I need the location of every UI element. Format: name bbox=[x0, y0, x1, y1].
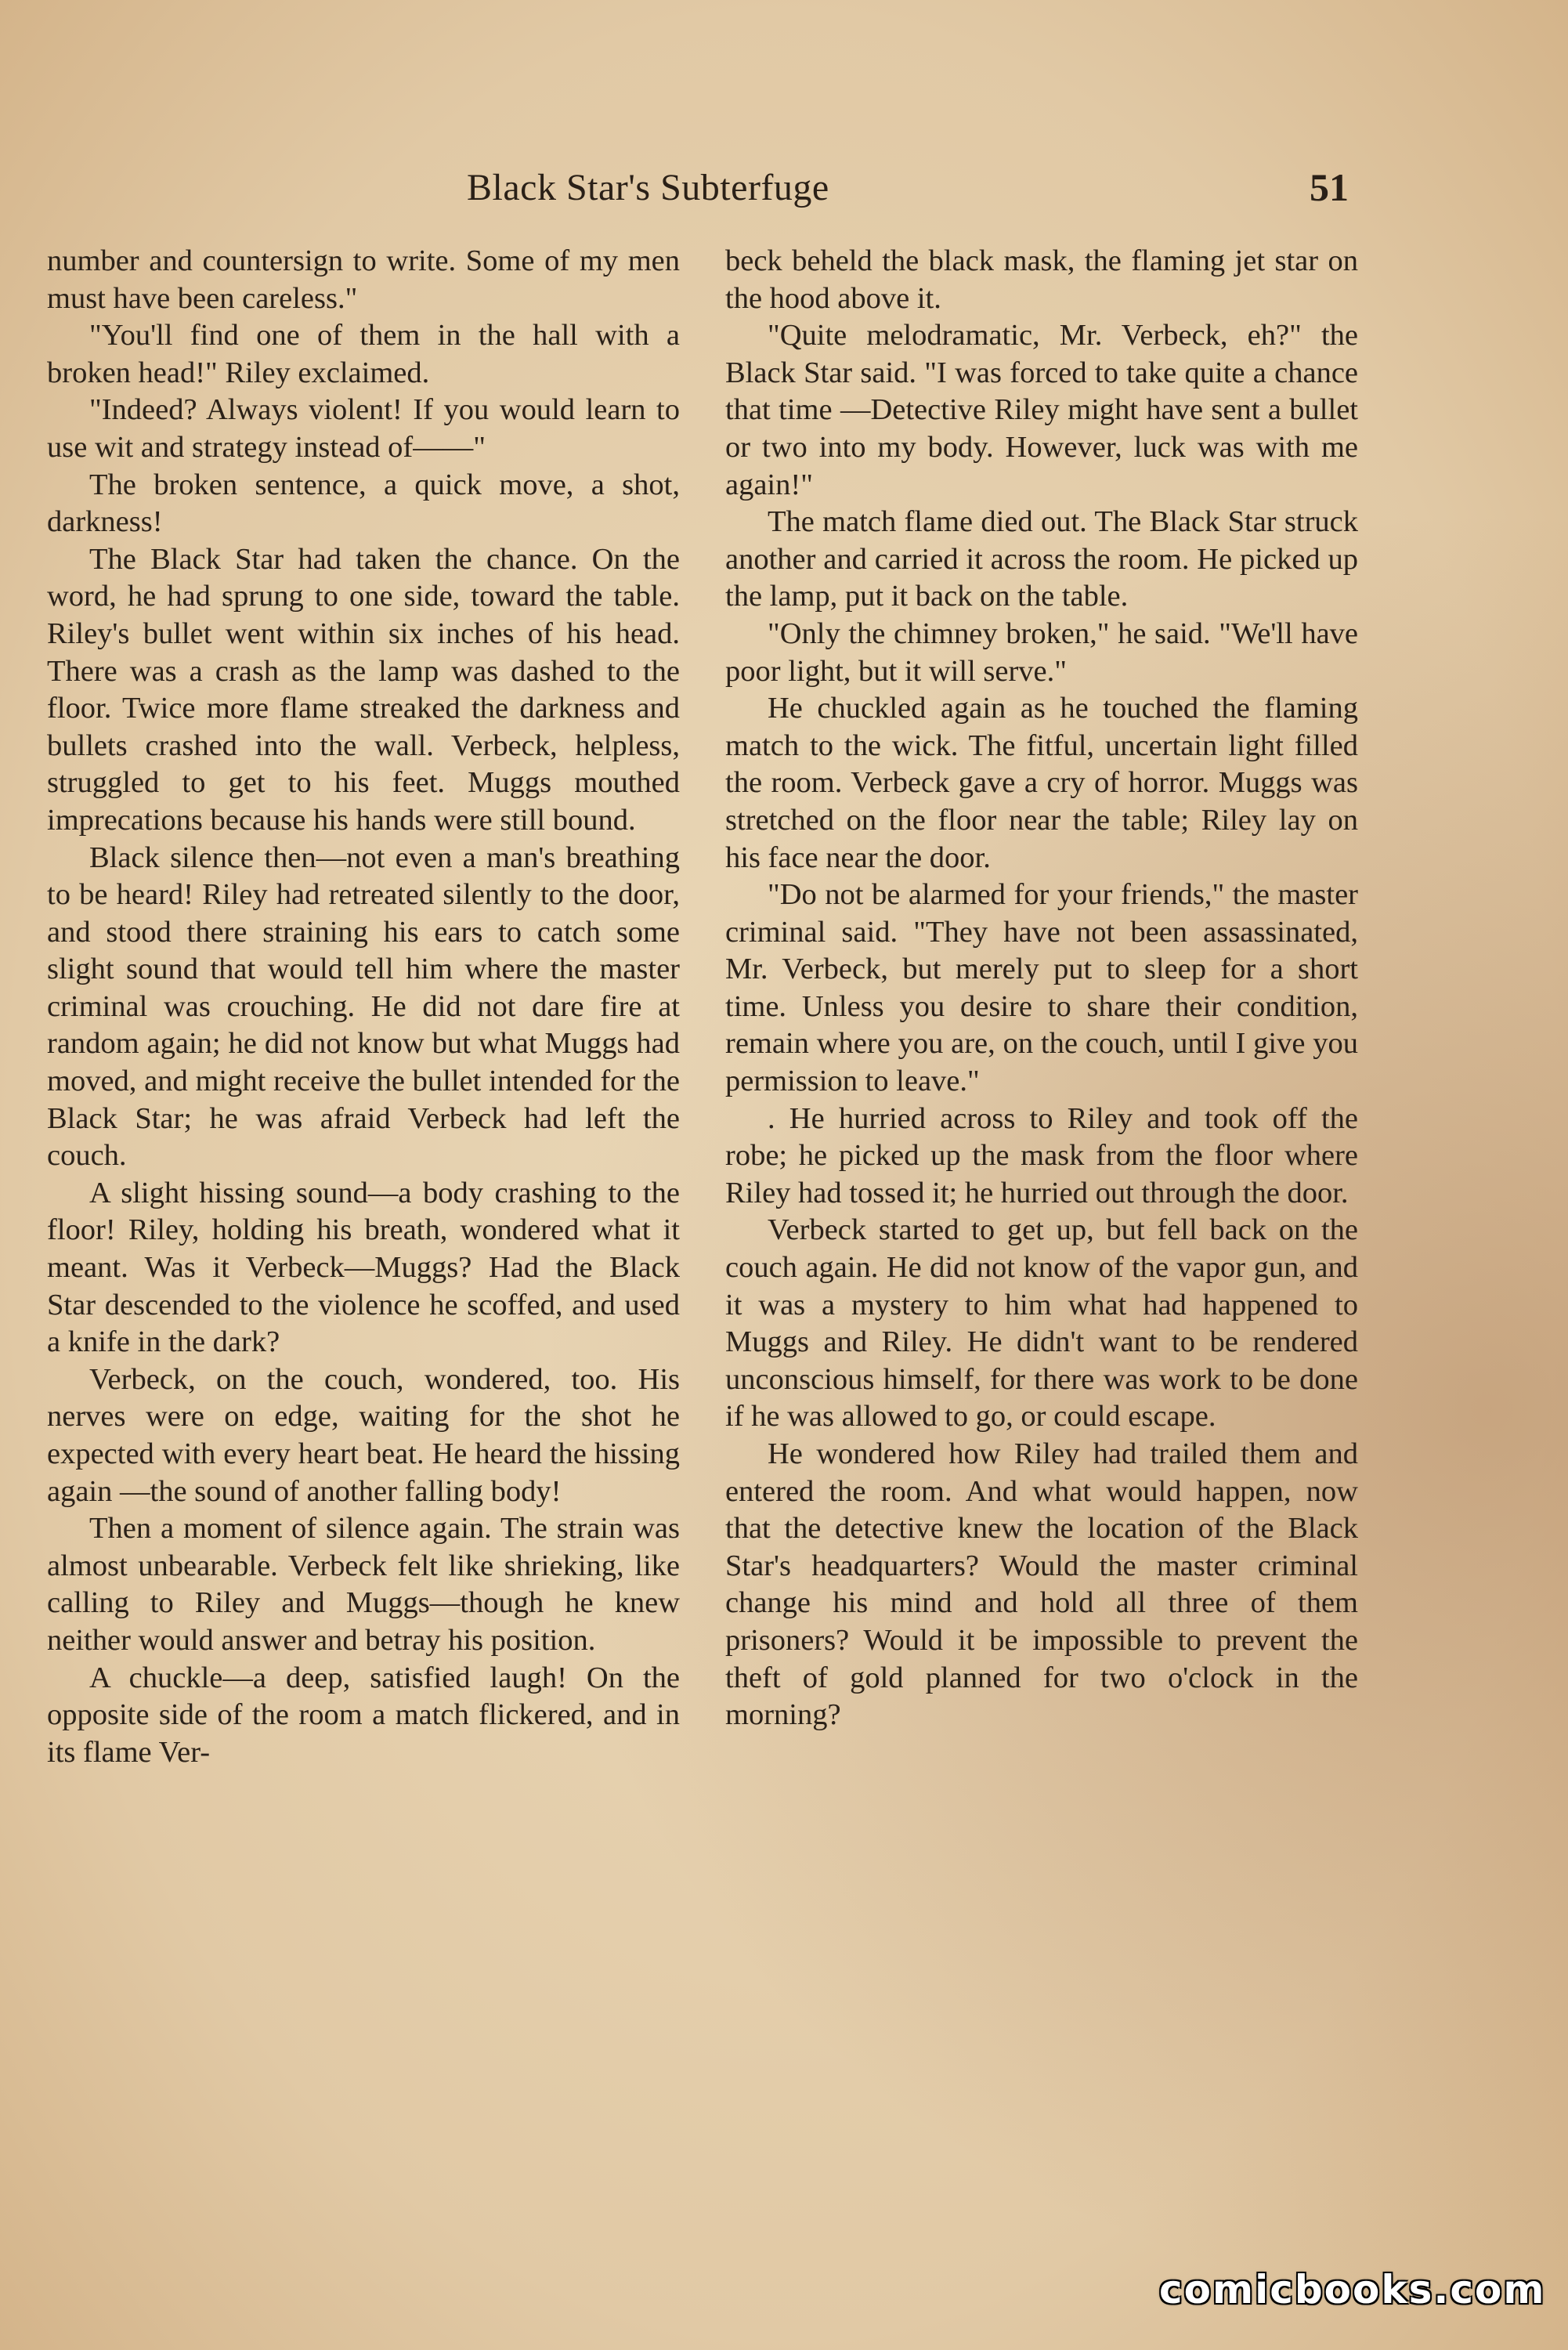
right-column bbox=[725, 243, 1358, 2107]
paragraph: The broken sentence, a quick move, a shot, darkness! bbox=[47, 468, 680, 539]
paragraph: "Quite melodramatic, Mr. Verbeck, eh?" the Black Star said. "I was forced to take quite a chance that time —Detective Riley might have sent a bullet or two into my body. However, luck was with me again!" bbox=[725, 319, 1358, 501]
paragraph: The match flame died out. The Black Star struck another and carried it across the room. He picked up the lamp, put it back on the table. bbox=[725, 505, 1358, 613]
paragraph: "Indeed? Always violent! If you would learn to use wit and strategy instead of——" bbox=[47, 393, 680, 464]
paragraph: Verbeck, on the couch, wondered, too. His nerves were on edge, waiting for the shot he expected with every heart beat. He heard the hissing again —the sound of another falling body! bbox=[47, 1362, 680, 1508]
running-title: Black Star's Subterfuge bbox=[467, 167, 829, 208]
paragraph: A chuckle—a deep, satisfied laugh! On the opposite side of the room a match flickered, and in its flame Ver- bbox=[47, 1661, 680, 1769]
site-watermark: comicbooks.com bbox=[1159, 2267, 1546, 2312]
paragraph: beck beheld the black mask, the flaming jet star on the hood above it. bbox=[725, 244, 1358, 315]
paragraph: A slight hissing sound—a body crashing to the floor! Riley, holding his breath, wondered what it meant. Was it Verbeck—Muggs? Had the Black Star descended to the violence he scoffed, and used a knife in the dark? bbox=[47, 1176, 680, 1359]
page-number: 51 bbox=[1310, 165, 1349, 209]
paragraph: Then a moment of silence again. The strain was almost unbearable. Verbeck felt like shrieking, like calling to Riley and Muggs—though he knew neither would answer and betray his position. bbox=[47, 1512, 680, 1657]
paragraph: number and countersign to write. Some of my men must have been careless." bbox=[47, 244, 680, 315]
paragraph: "You'll find one of them in the hall with a broken head!" Riley exclaimed. bbox=[47, 319, 680, 389]
paragraph: He wondered how Riley had trailed them and entered the room. And what would happen, now that the detective knew the location of the Black Star's headquarters? Would the master criminal change his mind and hold all three of them prisoners? Would it be impossible to prevent the theft of gold planned for two o'clock in the morning? bbox=[725, 1437, 1358, 1732]
paragraph: "Only the chimney broken," he said. "We'll have poor light, but it will serve." bbox=[725, 616, 1358, 688]
paragraph: The Black Star had taken the chance. On the word, he had sprung to one side, toward the table. Riley's bullet went within six inches of his head. There was a crash as the lamp was dashed to the floor. Twice more flame streaked the darkness and bullets crashed into the wall. Verbeck, helpless, struggled to get to his feet. Muggs mouthed imprecations because his hands were still bound. bbox=[47, 542, 680, 837]
paragraph: Black silence then—not even a man's breathing to be heard! Riley had retreated silently to the door, and stood there straining his ears to catch some slight sound that would tell him where the master criminal was crouching. He did not dare fire at random again; he did not know but what Muggs had moved, and might receive the bullet intended for the Black Star; he was afraid Verbeck had left the couch. bbox=[47, 841, 680, 1173]
paragraph: . He hurried across to Riley and took off the robe; he picked up the mask from the floor where Riley had tossed it; he hurried out through the door. bbox=[725, 1101, 1358, 1209]
paragraph: "Do not be alarmed for your friends," the master criminal said. "They have not been assassinated, Mr. Verbeck, but merely put to sleep for a short time. Unless you desire to share their condition, remain where you are, on the couch, until I give you permission to leave." bbox=[725, 878, 1358, 1098]
paragraph: Verbeck started to get up, but fell back on the couch again. He did not know of the vapor gun, and it was a mystery to him what had happened to Muggs and Riley. He didn't want to be rendered unconscious himself, for there was work to be done if he was allowed to go, or could escape. bbox=[725, 1213, 1358, 1434]
paragraph: He chuckled again as he touched the flaming match to the wick. The fitful, uncertain light filled the room. Verbeck gave a cry of horror. Muggs was stretched on the floor near the table; Riley lay on his face near the door. bbox=[725, 692, 1358, 874]
left-column bbox=[47, 243, 680, 2107]
